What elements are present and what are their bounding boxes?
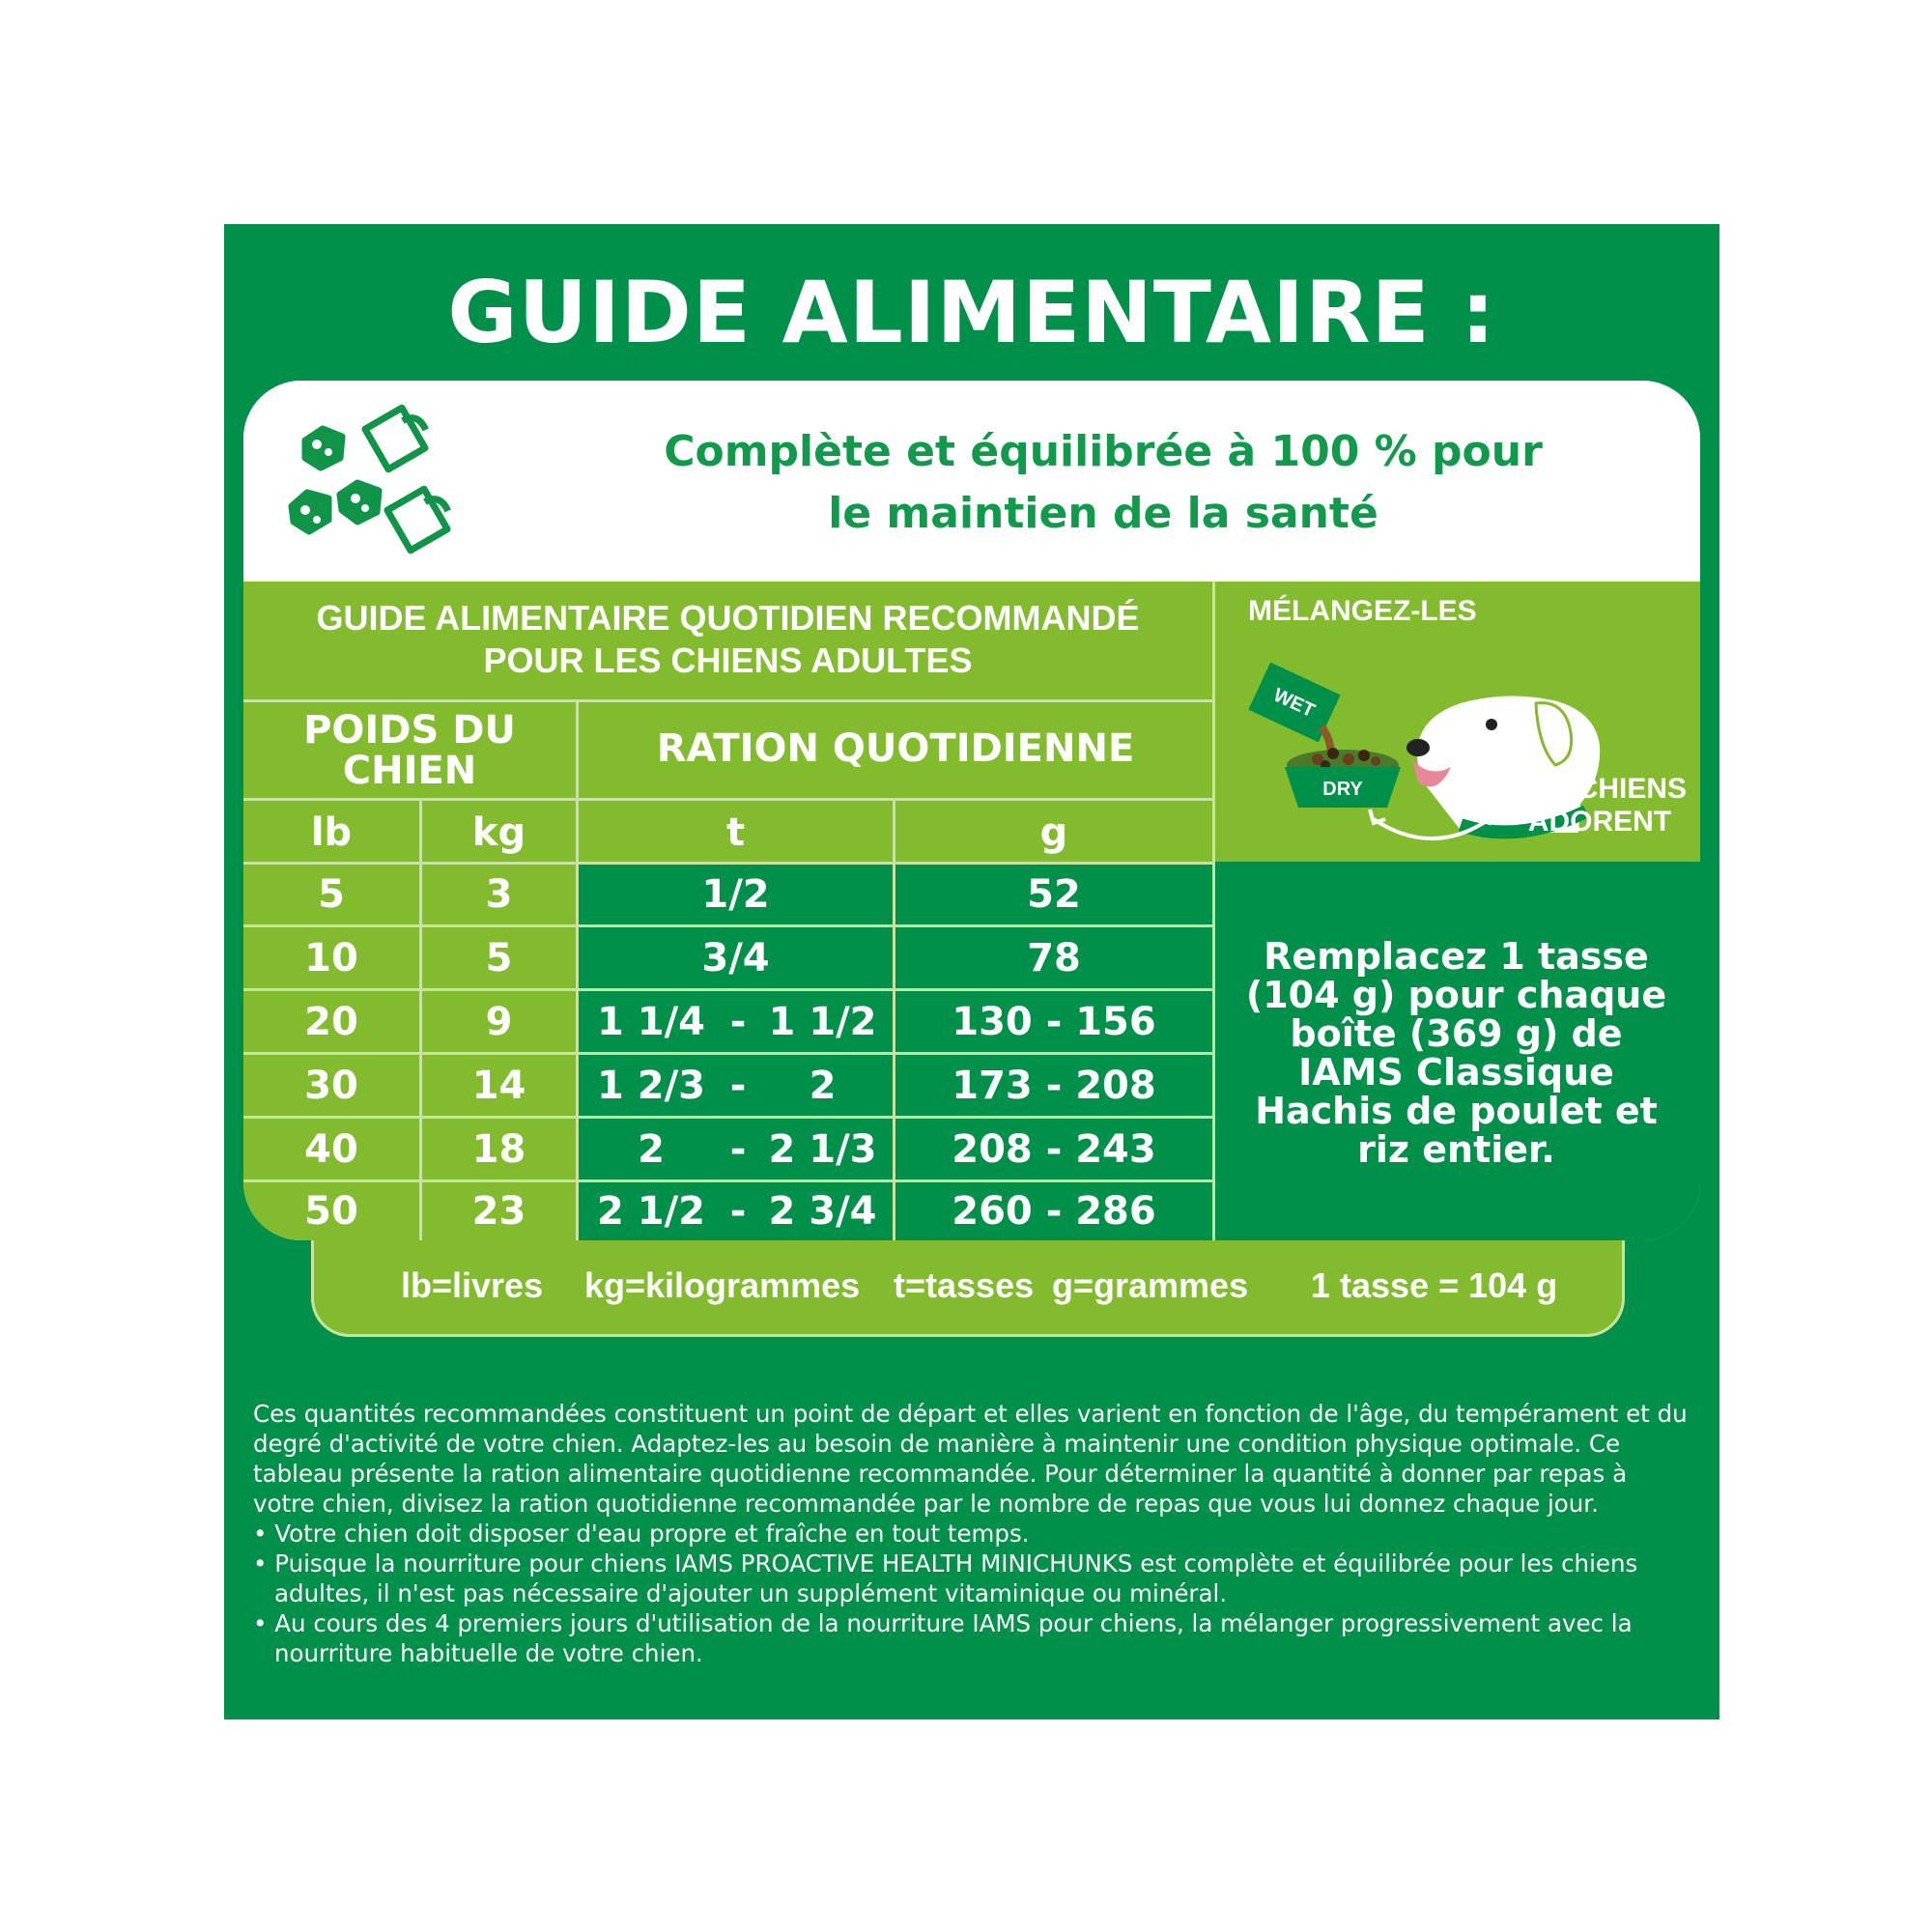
cell-lb: 50 bbox=[304, 1189, 358, 1234]
cell-t-from: 2 bbox=[638, 1127, 665, 1172]
cell-kg: 3 bbox=[485, 872, 513, 917]
cell-kg: 5 bbox=[485, 936, 513, 980]
cell-t-from: 1 2/3 bbox=[596, 1064, 706, 1108]
cell-lb: 30 bbox=[304, 1064, 358, 1108]
legend-kg: kg=kilogrammes bbox=[584, 1265, 861, 1305]
table-heading-line-1: GUIDE ALIMENTAIRE QUOTIDIEN RECOMMANDÉ bbox=[316, 598, 1140, 638]
unit-lb: lb bbox=[310, 810, 353, 855]
cell-t-to: 2 1/3 bbox=[768, 1127, 877, 1172]
feeding-card bbox=[243, 381, 1700, 1240]
cell-g: 173 - 208 bbox=[952, 1064, 1156, 1108]
cell-t-to: 2 3/4 bbox=[768, 1189, 877, 1234]
cell-kg: 14 bbox=[471, 1064, 526, 1108]
replacement-line: IAMS Classique bbox=[1298, 1051, 1614, 1094]
cell-g: 260 - 286 bbox=[952, 1189, 1156, 1234]
cell-t: 1/2 bbox=[701, 872, 770, 917]
feeding-table-area bbox=[243, 582, 1700, 1240]
ration-header: RATION QUOTIDIENNE bbox=[656, 726, 1135, 771]
replacement-line: (104 g) pour chaque bbox=[1245, 974, 1667, 1016]
wet-label: WET bbox=[1269, 684, 1319, 723]
unit-g: g bbox=[1039, 810, 1068, 855]
cell-lb: 10 bbox=[304, 936, 358, 980]
cell-lb: 40 bbox=[304, 1127, 358, 1172]
cell-kg: 18 bbox=[471, 1127, 526, 1172]
legend-g: g=grammes bbox=[1052, 1265, 1249, 1305]
table-heading-line-2: POUR LES CHIENS ADULTES bbox=[483, 640, 973, 680]
dry-label: DRY bbox=[1322, 779, 1363, 800]
legend-cup: 1 tasse = 104 g bbox=[1311, 1265, 1558, 1305]
cell-g: 78 bbox=[1027, 936, 1081, 980]
replacement-line: boîte (369 g) de bbox=[1290, 1012, 1623, 1055]
feeding-notes bbox=[253, 1399, 1692, 1668]
cell-t-dash: - bbox=[729, 1127, 747, 1172]
replacement-line: Remplacez 1 tasse bbox=[1264, 935, 1649, 978]
notes-paragraph: Ces quantités recommandées constituent un point de départ et elles varient en fonction de l'âge, du tempérament et du degré d'activité de votre chien. Adaptez-les au besoin de manière à maintenir une condition physique optimale. Ce tableau présente la ration alimentaire quotidienne recommandée. Pour déterminer la quantité à donner par repas à votre chien, divisez la ration quotidienne recommandée par le nombre de repas que vous lui donnez chaque jour. bbox=[253, 1400, 1688, 1518]
cell-t-from: 2 1/2 bbox=[596, 1189, 706, 1234]
unit-kg: kg bbox=[471, 810, 526, 855]
tagline bbox=[620, 421, 1586, 545]
cell-kg: 23 bbox=[471, 1189, 526, 1234]
page-title: GUIDE ALIMENTAIRE : bbox=[447, 263, 1496, 362]
cell-lb: 5 bbox=[318, 872, 345, 917]
replacement-line: Hachis de poulet et bbox=[1255, 1090, 1658, 1132]
unit-t: t bbox=[725, 810, 746, 855]
dogs-love-label bbox=[1505, 773, 1694, 838]
kibble-and-cup-icon bbox=[282, 400, 495, 574]
cell-t-dash: - bbox=[729, 1189, 747, 1234]
cell-t-to: 1 1/2 bbox=[768, 1000, 877, 1044]
tagline-line-1: Complète et équilibrée à 100 % pour bbox=[664, 427, 1543, 476]
food-bowl bbox=[1285, 748, 1401, 808]
cell-t: 3/4 bbox=[701, 936, 770, 980]
weight-header-line-2: CHIEN bbox=[342, 749, 477, 793]
cell-t-dash: - bbox=[729, 1064, 747, 1108]
replacement-line: riz entier. bbox=[1357, 1128, 1555, 1171]
cell-lb: 20 bbox=[304, 1000, 358, 1044]
tagline-line-2: le maintien de la santé bbox=[828, 489, 1378, 538]
replacement-note bbox=[1212, 937, 1700, 1169]
cell-t-from: 1 1/4 bbox=[596, 1000, 706, 1044]
mix-label: MÉLANGEZ-LES bbox=[1248, 595, 1477, 627]
dogs-love-line-2: ADORENT bbox=[1527, 806, 1672, 838]
cell-kg: 9 bbox=[485, 1000, 513, 1044]
weight-header bbox=[243, 710, 576, 791]
weight-header-line-1: POIDS DU bbox=[303, 708, 516, 753]
feeding-guide-panel bbox=[224, 224, 1719, 1719]
table-heading bbox=[243, 597, 1212, 682]
cell-t-dash: - bbox=[729, 1000, 747, 1044]
notes-bullet: • Au cours des 4 premiers jours d'utilisation de la nourriture IAMS pour chiens, la mélanger progressivement avec la nourriture habituelle de votre chien. bbox=[253, 1609, 1633, 1667]
cell-g: 208 - 243 bbox=[952, 1127, 1156, 1172]
card-header bbox=[243, 381, 1700, 582]
dogs-love-line-1: LES CHIENS bbox=[1512, 773, 1688, 805]
legend-t: t=tasses bbox=[894, 1265, 1035, 1305]
cell-g: 130 - 156 bbox=[952, 1000, 1156, 1044]
notes-bullet: • Puisque la nourriture pour chiens IAMS PROACTIVE HEALTH MINICHUNKS est complète et équilibrée pour les chiens adultes, il n'est pas nécessaire d'ajouter un supplément vitaminique ou minéral. bbox=[253, 1549, 1638, 1607]
units-legend bbox=[311, 1240, 1625, 1337]
cell-t-to: 2 bbox=[809, 1064, 837, 1108]
notes-bullet: • Votre chien doit disposer d'eau propre et fraîche en tout temps. bbox=[253, 1520, 1030, 1548]
legend-lb: lb=livres bbox=[401, 1265, 544, 1305]
cell-g: 52 bbox=[1027, 872, 1081, 917]
